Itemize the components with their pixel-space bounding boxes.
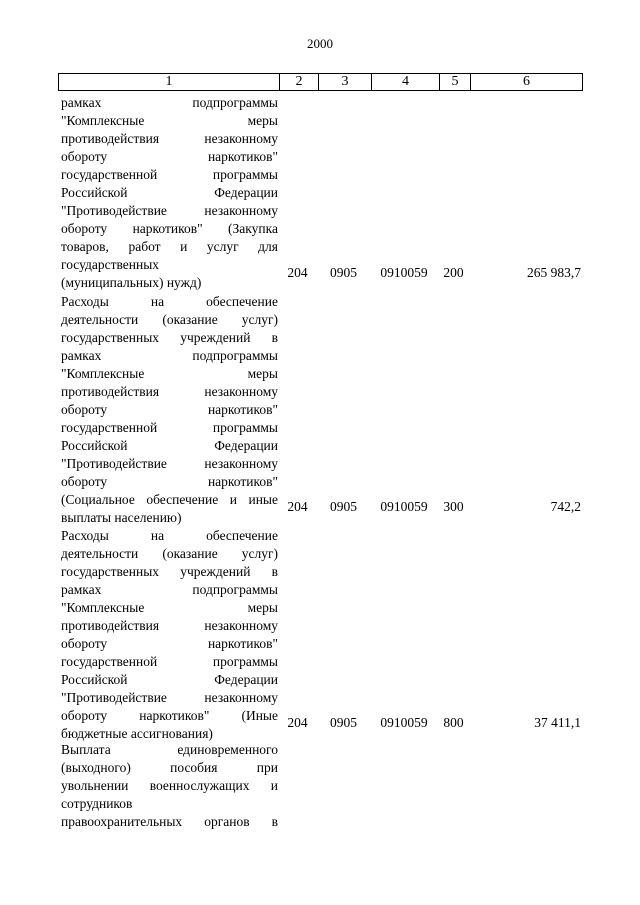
description-line: противодействия незаконному	[61, 131, 278, 146]
description-line: рамках подпрограммы	[61, 95, 278, 110]
description-line: Российской Федерации	[61, 438, 278, 453]
section-code: 0905	[330, 265, 357, 280]
target-code: 0910059	[380, 265, 428, 280]
description-line: обороту наркотиков"	[61, 149, 278, 164]
description-line: государственных	[61, 257, 160, 272]
description-line: деятельности (оказание услуг)	[61, 546, 278, 561]
page-number: 2000	[307, 36, 333, 51]
row-description	[61, 293, 278, 527]
description-line: "Противодействие незаконному	[61, 456, 278, 471]
target-code: 0910059	[380, 499, 428, 514]
table-row	[58, 293, 583, 525]
description-line: выплаты населению)	[61, 510, 182, 525]
description-line: рамках подпрограммы	[61, 348, 278, 363]
description-line: Выплата единовременного	[61, 742, 278, 757]
description-line: рамках подпрограммы	[61, 582, 278, 597]
description-line: (Социальное обеспечение и иные	[61, 492, 278, 507]
description-line: деятельности (оказание услуг)	[61, 312, 278, 327]
amount: 37 411,1	[534, 715, 581, 730]
description-line: государственной программы	[61, 167, 278, 182]
description-line: "Комплексные меры	[61, 113, 278, 128]
description-line: противодействия незаконному	[61, 384, 278, 399]
description-line: "Противодействие незаконному	[61, 690, 278, 705]
expense-type-code: 200	[443, 265, 464, 280]
description-line: обороту наркотиков" (Иные	[61, 708, 278, 723]
section-code: 0905	[330, 715, 357, 730]
admin-code: 204	[287, 499, 308, 514]
table-column-header	[58, 73, 583, 91]
amount: 265 983,7	[527, 265, 581, 280]
description-line: государственной программы	[61, 654, 278, 669]
description-line: товаров, работ и услуг для	[61, 239, 278, 254]
description-line: Расходы на обеспечение	[61, 528, 278, 543]
description-line: противодействия незаконному	[61, 618, 278, 633]
description-line: увольнении военнослужащих и	[61, 778, 278, 793]
expense-type-code: 800	[443, 715, 464, 730]
description-line: "Противодействие незаконному	[61, 203, 278, 218]
table-row	[58, 94, 583, 290]
admin-code: 204	[287, 715, 308, 730]
section-code: 0905	[330, 499, 357, 514]
column-header-3: 3	[318, 74, 371, 90]
expense-type-code: 300	[443, 499, 464, 514]
description-line: обороту наркотиков"	[61, 474, 278, 489]
description-line: (выходного) пособия при	[61, 760, 278, 775]
description-line: Российской Федерации	[61, 672, 278, 687]
column-header-4: 4	[371, 74, 439, 90]
description-line: правоохранительных органов в	[61, 814, 278, 829]
description-line: (муниципальных) нужд)	[61, 275, 202, 290]
table-row	[58, 527, 583, 741]
description-line: обороту наркотиков" (Закупка	[61, 221, 278, 236]
amount: 742,2	[550, 499, 581, 514]
row-description	[61, 94, 278, 292]
description-line: Расходы на обеспечение	[61, 294, 278, 309]
column-header-5: 5	[439, 74, 470, 90]
description-line: государственных учреждений в	[61, 330, 278, 345]
description-line: Российской Федерации	[61, 185, 278, 200]
column-header-6: 6	[470, 74, 582, 90]
description-line: государственной программы	[61, 420, 278, 435]
admin-code: 204	[287, 265, 308, 280]
description-line: обороту наркотиков"	[61, 402, 278, 417]
description-line: сотрудников	[61, 796, 133, 811]
description-line: государственных учреждений в	[61, 564, 278, 579]
row-description	[61, 741, 278, 831]
column-header-2: 2	[279, 74, 318, 90]
description-line: обороту наркотиков"	[61, 636, 278, 651]
table-row	[58, 741, 583, 829]
row-description	[61, 527, 278, 743]
description-line: бюджетные ассигнования)	[61, 726, 213, 741]
description-line: "Комплексные меры	[61, 600, 278, 615]
column-header-1: 1	[165, 74, 173, 89]
target-code: 0910059	[380, 715, 428, 730]
description-line: "Комплексные меры	[61, 366, 278, 381]
